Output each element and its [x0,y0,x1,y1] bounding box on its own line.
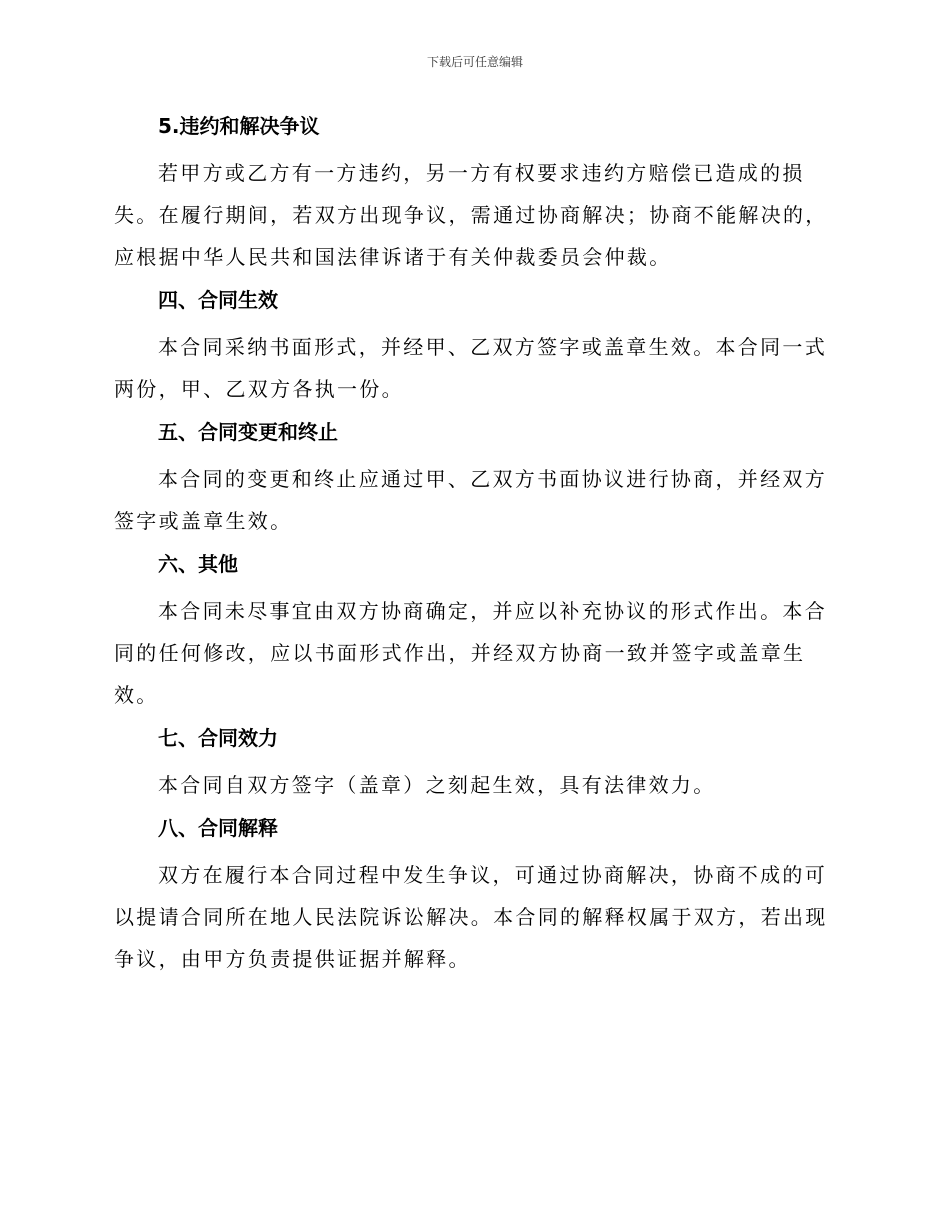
section-heading: 六、其他 [158,552,238,576]
section-breach-dispute [114,106,836,278]
section-paragraph: 双方在履行本合同过程中发生争议，可通过协商解决，协商不成的可以提请合同所在地人民法院诉讼解决。本合同的解释权属于双方，若出现争议，由甲方负责提供证据并解释。 [114,863,828,971]
section-heading: 八、合同解释 [158,816,278,840]
section-paragraph: 本合同采纳书面形式，并经甲、乙双方签字或盖章生效。本合同一式两份，甲、乙双方各执一份。 [114,335,827,401]
section-heading: 七、合同效力 [158,726,278,750]
section-heading: 5.违约和解决争议 [158,114,320,138]
section-interpretation [114,808,836,980]
section-heading: 五、合同变更和终止 [158,420,338,444]
page-header: 下载后可任意编辑 [426,55,523,69]
section-paragraph: 本合同的变更和终止应通过甲、乙双方书面协议进行协商，并经双方签字或盖章生效。 [114,467,827,533]
section-change-termination [114,412,836,542]
section-other [114,544,836,716]
section-heading: 四、合同生效 [158,288,278,312]
section-validity [114,718,836,806]
section-paragraph: 本合同自双方签字（盖章）之刻起生效，具有法律效力。 [158,773,716,797]
section-contract-effect [114,280,836,410]
section-paragraph: 本合同未尽事宜由双方协商确定，并应以补充协议的形式作出。本合同的任何修改，应以书面形式作出，并经双方协商一致并签字或盖章生效。 [114,599,827,707]
document-body [114,106,836,982]
section-paragraph: 若甲方或乙方有一方违约，另一方有权要求违约方赔偿已造成的损失。在履行期间，若双方出现争议，需通过协商解决；协商不能解决的，应根据中华人民共和国法律诉诸于有关仲裁委员会仲裁。 [114,161,828,269]
